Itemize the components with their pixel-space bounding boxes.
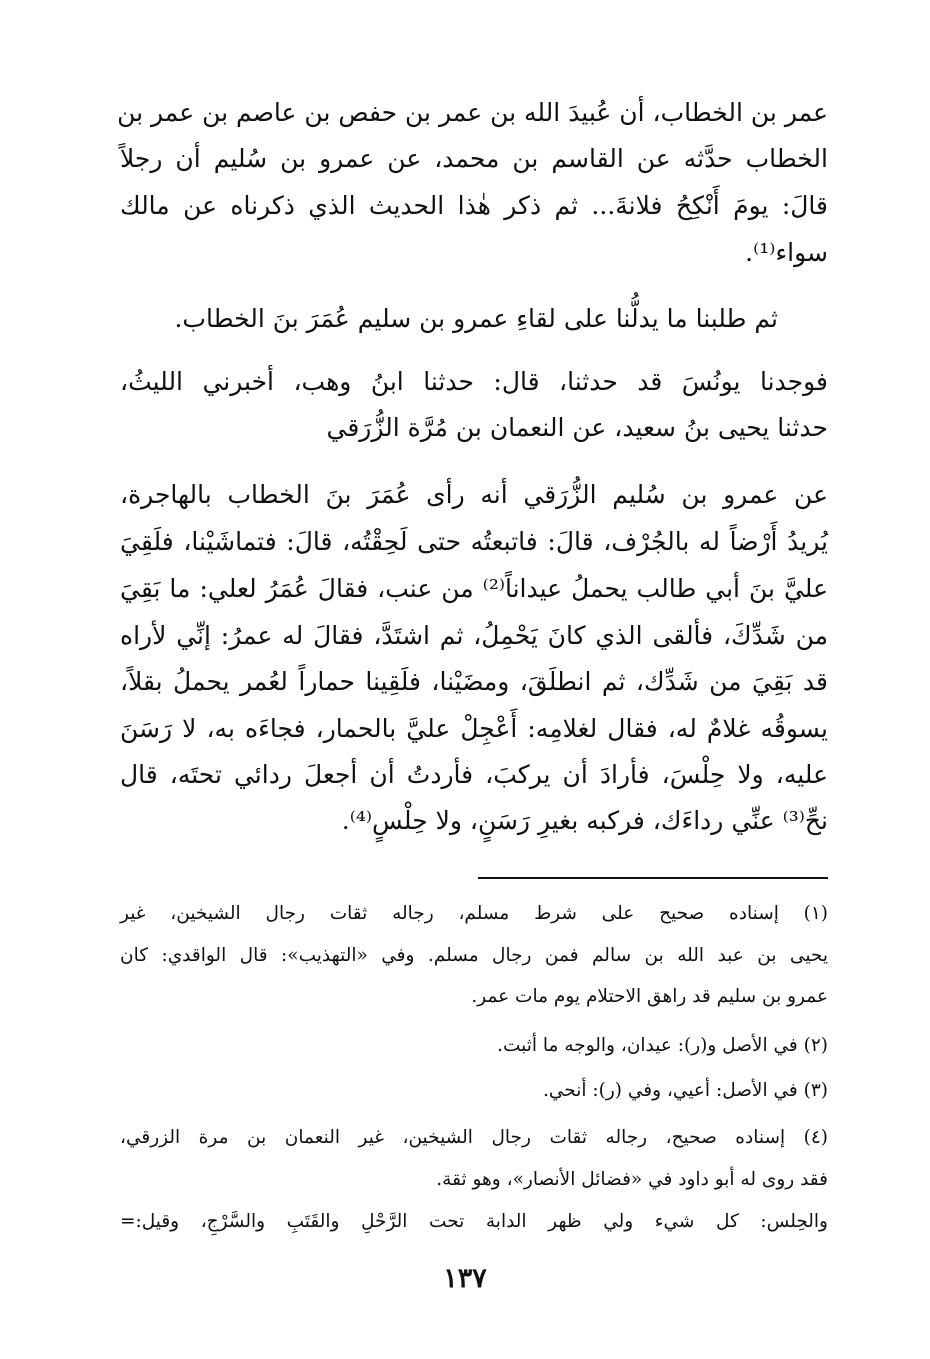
main-line-7: حدثنا يحيى بنُ سعيد، عن النعمان بن مُرَّة الزُّرَقي bbox=[326, 413, 828, 442]
main-line-3: قالَ: يومَ أَنْكِحُ فلانةَ... ثم ذكر هٰذا الحديث الذي ذكرناه عن مالك bbox=[120, 191, 828, 220]
main-line-12: قد بَقِيَ من شَدِّك، ثم انطلَقَ، ومضَيْنا، فلَقِينا حماراً لعُمر يحملُ بقلاً، bbox=[120, 667, 828, 696]
footnote-line-2: يحيى بن عبد الله بن سالم فمن رجال مسلم. وفي «التهذيب»: قال الواقدي: كان bbox=[120, 945, 828, 966]
footnote-line-6: (٤) إسناده صحيح، رجاله ثقات رجال الشيخين، غير النعمان بن مرة الزرقي، bbox=[120, 1127, 828, 1148]
main-line-2: الخطاب حدَّثه عن القاسم بن محمد، عن عمرو بن سُليم أن رجلاً bbox=[120, 144, 828, 173]
main-line-4: سواء⁽¹⁾. bbox=[745, 238, 828, 267]
main-line-8: عن عمرو بن سُليم الزُّرَقي أنه رأى عُمَرَ بنَ الخطاب بالهاجرة، bbox=[120, 480, 828, 509]
main-line-10: عليَّ بنَ أبي طالب يحملُ عيداناً⁽²⁾ من عنب، فقالَ عُمَرُ لعلي: ما بَقِيَ bbox=[120, 574, 828, 603]
main-line-13: يسوقُه غلامٌ له، فقال لغلامِه: أَعْجِلْ عليَّ بالحمار، فجاءَه به، لا رَسَنَ bbox=[120, 714, 828, 743]
footnote-line-1: (١) إسناده صحيح على شرط مسلم، رجاله ثقات رجال الشيخين، غير bbox=[120, 903, 828, 924]
footnote-line-7: فقد روى له أبو داود في «فضائل الأنصار»، وهو ثقة. bbox=[436, 1169, 828, 1190]
footnote-line-4: (٢) في الأصل و(ر): عيدان، والوجه ما أثبت. bbox=[497, 1035, 828, 1056]
footnote-line-5: (٣) في الأصل: أعيي، وفي (ر): أنحي. bbox=[542, 1080, 828, 1101]
main-line-11: من شَدِّكَ، فألقى الذي كانَ يَحْمِلُ، ثم اشتَدَّ، فقالَ له عمرُ: إنِّي لأراه bbox=[120, 621, 828, 650]
main-line-6: فوجدنا يونُسَ قد حدثنا، قال: حدثنا ابنُ وهب، أخبرني الليثُ، bbox=[120, 367, 828, 396]
main-line-5: ثم طلبنا ما يدلُّنا على لقاءِ عمرو بن سليم عُمَرَ بنَ الخطاب. bbox=[174, 304, 778, 333]
page-number: ١٣٧ bbox=[443, 1263, 487, 1294]
main-line-9: يُريدُ أَرْضاً له بالجُرْف، قالَ: فاتبعتُه حتى لَحِقْتُه، قالَ: فتماشَيْنا، فلَقِيَ bbox=[120, 527, 828, 556]
footnote-line-3: عمرو بن سليم قد راهق الاحتلام يوم مات عمر. bbox=[471, 986, 828, 1007]
footnote-line-8: والحِلس: كل شيء ولي ظهر الدابة تحت الرَّحْلِ والقَتَبِ والسَّرْجِ، وقيل:= bbox=[120, 1211, 828, 1232]
main-line-14: عليه، ولا حِلْسَ، فأرادَ أن يركبَ، فأردتُ أن أجعلَ ردائي تحتَه، قال bbox=[120, 760, 828, 789]
footnote-separator bbox=[478, 877, 828, 879]
main-line-15: نحِّ⁽³⁾ عنِّي رداءَك، فركبه بغيرِ رَسَنٍ، ولا حِلْسٍ⁽⁴⁾. bbox=[341, 806, 828, 835]
main-line-1: عمر بن الخطاب، أن عُبيدَ الله بن عمر بن حفص بن عاصم بن عمر بن bbox=[117, 98, 828, 127]
